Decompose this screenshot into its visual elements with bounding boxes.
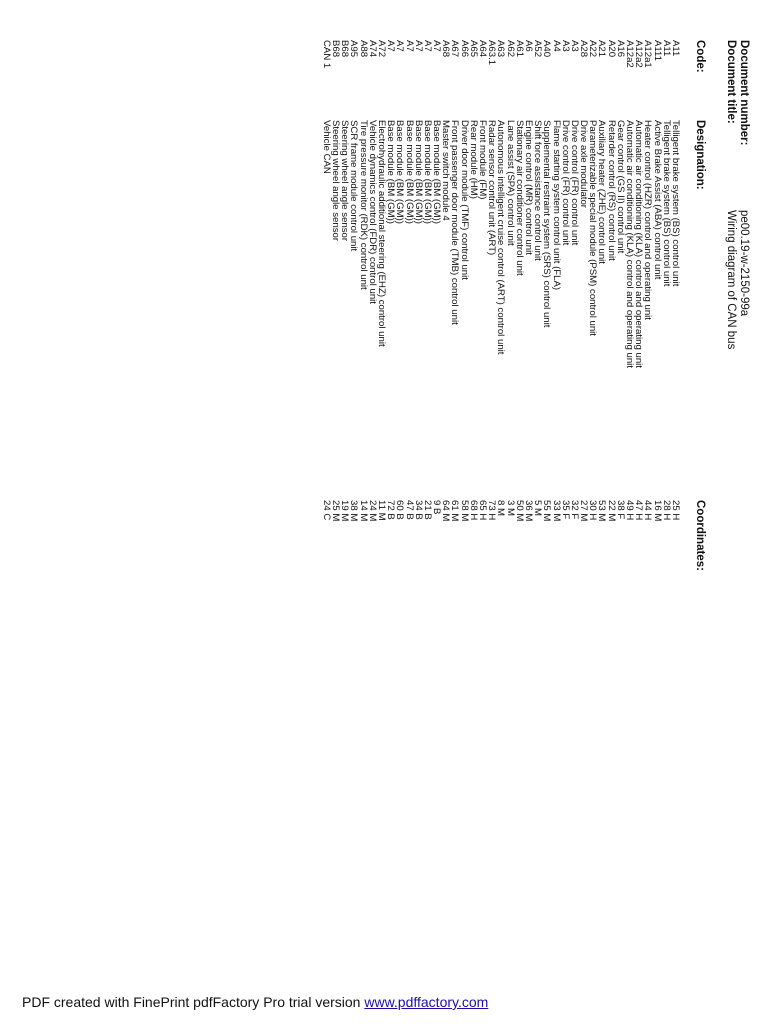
- row-coordinates: 27 M: [578, 500, 590, 522]
- row-code: A52: [532, 40, 544, 58]
- row-coordinates: 8 M: [495, 500, 507, 516]
- row-designation: Gear control (GS II) control unit: [614, 120, 626, 254]
- row-code: CAN 1: [320, 40, 332, 69]
- row-code: A111: [651, 40, 663, 61]
- row-code: A4: [550, 40, 562, 52]
- row-code: A68: [440, 40, 452, 58]
- row-designation: Flame starting system control unit (FLA): [550, 120, 562, 291]
- row-designation: Radar sensor control unit (ART): [486, 120, 498, 256]
- table-row: [607, 40, 616, 600]
- row-coordinates: 11 M: [376, 500, 387, 521]
- table-row: [634, 40, 643, 600]
- row-code: A88: [357, 40, 369, 58]
- table-row: [570, 40, 579, 600]
- row-coordinates: 61 M: [449, 500, 461, 522]
- row-designation: Driver door module (TMF) control unit: [458, 120, 470, 280]
- table-row: [588, 40, 597, 600]
- row-designation: Telligent brake system (BS) control unit: [660, 120, 672, 287]
- row-code: A20: [605, 40, 617, 58]
- row-designation: Vehicle dynamics control (FDR) control unit: [366, 120, 378, 304]
- row-code: B68: [339, 40, 351, 58]
- row-coordinates: 64 M: [440, 500, 452, 522]
- row-code: B68: [330, 40, 342, 58]
- row-designation: Engine control (MR) control unit: [523, 120, 534, 255]
- table-row: [349, 40, 358, 600]
- row-coordinates: 21 B: [421, 500, 433, 520]
- row-designation: Base module (BM (GM)): [385, 120, 397, 224]
- row-designation: Shift force assistance control unit: [532, 120, 544, 261]
- row-code: A3: [559, 40, 571, 52]
- row-designation: Tire pressure monitor (RDK) control unit: [357, 120, 369, 290]
- row-designation: Electrohydraulic additional steering (EHZ) control unit: [376, 120, 387, 347]
- table-row: [505, 40, 514, 600]
- row-coordinates: 25 H: [670, 500, 681, 521]
- row-code: A7: [412, 40, 424, 52]
- row-designation: Active Brake Assist (ABA) control unit: [651, 120, 663, 280]
- row-coordinates: 65 H: [477, 500, 489, 521]
- row-coordinates: 22 M: [605, 500, 617, 522]
- row-coordinates: 32 F: [568, 500, 580, 520]
- table-row: [515, 40, 524, 600]
- row-coordinates: 72 B: [385, 500, 397, 520]
- table-row: [662, 40, 671, 600]
- row-coordinates: 44 H: [642, 500, 654, 521]
- row-coordinates: 33 M: [550, 500, 562, 522]
- row-code: A40: [541, 40, 553, 58]
- row-designation: Steering wheel angle sensor: [330, 120, 342, 242]
- table-row: [496, 40, 505, 600]
- table-row: [432, 40, 441, 600]
- table-row: [404, 40, 413, 600]
- row-coordinates: 24 M: [366, 500, 378, 522]
- table-row: [441, 40, 450, 600]
- row-designation: SCR frame module control unit: [348, 120, 360, 252]
- row-coordinates: 38 F: [614, 500, 626, 520]
- table-row: [340, 40, 349, 600]
- row-coordinates: 24 C: [320, 500, 332, 521]
- table-row: [652, 40, 661, 600]
- row-designation: Base module (BM (GM)): [403, 120, 415, 224]
- table-row: [450, 40, 459, 600]
- row-designation: Lane assist (SPA) control unit: [504, 120, 516, 246]
- table-row: [643, 40, 652, 600]
- row-coordinates: 16 M: [651, 500, 663, 522]
- row-designation: Drive axle modulator: [578, 120, 590, 208]
- row-code: A61: [513, 40, 525, 58]
- footer-link[interactable]: www.pdffactory.com: [364, 994, 489, 1010]
- row-coordinates: 68 H: [467, 500, 479, 521]
- row-code: A7: [421, 40, 433, 52]
- row-designation: Stationary air conditioner control unit: [513, 120, 525, 276]
- row-coordinates: 35 F: [559, 500, 571, 520]
- row-code: A95: [348, 40, 360, 58]
- table-row: [414, 40, 423, 600]
- row-coordinates: 34 B: [412, 500, 424, 520]
- table-row: [524, 40, 533, 600]
- row-code: A63.1: [486, 40, 498, 66]
- row-coordinates: 60 B: [394, 500, 406, 520]
- table-row: [671, 40, 680, 600]
- row-coordinates: 38 M: [348, 500, 360, 522]
- table-row: [533, 40, 542, 600]
- row-designation: Front module (FM): [477, 120, 489, 200]
- row-designation: Heater control (HZR) control and operating unit: [642, 120, 654, 320]
- table-row: [469, 40, 478, 600]
- table-row: [358, 40, 367, 600]
- table-row: [395, 40, 404, 600]
- row-designation: Base module (BM (GM)): [431, 120, 443, 224]
- row-designation: Automatic air conditioning (KLA) control and operating unit: [624, 120, 636, 368]
- row-code: A3: [568, 40, 580, 52]
- row-code: A11: [660, 40, 672, 57]
- table-row: [487, 40, 496, 600]
- row-code: A21: [596, 40, 608, 58]
- row-code: A16: [614, 40, 626, 58]
- row-designation: Vehicle CAN: [320, 120, 332, 174]
- row-designation: Master switch module 4: [440, 120, 452, 221]
- row-code: A7: [403, 40, 415, 52]
- row-designation: Drive control (FR) control unit: [559, 120, 571, 246]
- row-coordinates: 47 H: [633, 500, 645, 521]
- coordinates-column-header: Coordinates:: [694, 500, 706, 571]
- row-code: A65: [467, 40, 479, 58]
- footer-text: PDF created with FinePrint pdfFactory Pro trial version: [22, 994, 365, 1010]
- row-coordinates: 28 H: [660, 500, 672, 521]
- row-coordinates: 73 H: [486, 500, 498, 521]
- table-row: [542, 40, 551, 600]
- table-row: [423, 40, 432, 600]
- row-designation: Autonomous intelligent cruise control (ART) control unit: [495, 120, 507, 355]
- table-row: [478, 40, 487, 600]
- row-coordinates: 9 B: [431, 500, 443, 515]
- row-code: A63: [495, 40, 507, 58]
- document-number-value: pe00.19-w-2150-99a: [738, 210, 750, 317]
- row-designation: Base module (BM (GM)): [421, 120, 433, 224]
- row-code: A12a2: [633, 40, 645, 68]
- table-row: [616, 40, 625, 600]
- table-row: [386, 40, 395, 600]
- row-coordinates: 53 M: [596, 500, 608, 522]
- row-code: A66: [458, 40, 470, 58]
- row-coordinates: 14 M: [357, 500, 369, 522]
- table-row: [551, 40, 560, 600]
- row-designation: Base module (BM (GM)): [394, 120, 406, 224]
- pdf-footer: [22, 994, 488, 1010]
- table-row: [331, 40, 340, 600]
- row-code: A12a1: [642, 40, 654, 68]
- table-row: [579, 40, 588, 600]
- row-code: A67: [449, 40, 461, 58]
- row-code: A12a2: [624, 40, 636, 68]
- row-designation: Auxiliary heater (ZHE) control unit: [596, 120, 608, 264]
- row-code: A22: [587, 40, 599, 58]
- row-coordinates: 3 M: [504, 500, 516, 516]
- row-designation: Steering wheel angle sensor: [339, 120, 351, 242]
- table-row: [322, 40, 331, 600]
- row-designation: Parameterizable special module (PSM) control unit: [587, 120, 599, 336]
- row-designation: Drive control (FR) control unit: [568, 120, 580, 246]
- component-table: [322, 40, 680, 600]
- row-code: A7: [385, 40, 397, 52]
- document-title-label: Document title:: [725, 40, 737, 124]
- row-coordinates: 36 M: [523, 500, 534, 522]
- row-designation: Retarder control (RS) control unit: [605, 120, 617, 261]
- row-coordinates: 30 H: [587, 500, 599, 521]
- row-coordinates: 5 M: [532, 500, 544, 516]
- row-designation: Front passenger door module (TMB) control unit: [449, 120, 461, 325]
- row-code: A7: [394, 40, 406, 52]
- row-code: A74: [366, 40, 378, 58]
- row-coordinates: 55 M: [541, 500, 553, 522]
- table-row: [597, 40, 606, 600]
- code-column-header: Code:: [694, 40, 706, 73]
- table-row: [377, 40, 386, 600]
- row-coordinates: 50 M: [513, 500, 525, 522]
- table-row: [460, 40, 469, 600]
- row-code: A72: [376, 40, 387, 58]
- table-row: [625, 40, 634, 600]
- table-row: [368, 40, 377, 600]
- row-code: A7: [431, 40, 443, 52]
- row-designation: Supplemental restraint system (SRS) control unit: [541, 120, 553, 328]
- document-number-label: Document number:: [738, 40, 750, 146]
- row-code: A64: [477, 40, 489, 58]
- row-designation: Rear module (HM): [467, 120, 479, 199]
- row-designation: Telligent brake system (BS) control unit: [670, 120, 681, 287]
- row-code: A28: [578, 40, 590, 58]
- row-coordinates: 49 H: [624, 500, 636, 521]
- row-coordinates: 47 B: [403, 500, 415, 520]
- row-designation: Base module (BM (GM)): [412, 120, 424, 224]
- row-designation: Automatic air conditioning (KLA) control and operating unit: [633, 120, 645, 368]
- row-code: A6: [523, 40, 534, 52]
- row-code: A11: [670, 40, 681, 57]
- row-coordinates: 58 M: [458, 500, 470, 522]
- row-code: A62: [504, 40, 516, 58]
- table-row: [561, 40, 570, 600]
- designation-column-header: Designation:: [694, 120, 706, 190]
- document-title-value: Wiring diagram of CAN bus: [725, 210, 737, 350]
- row-coordinates: 19 M: [339, 500, 351, 522]
- row-coordinates: 25 M: [330, 500, 342, 522]
